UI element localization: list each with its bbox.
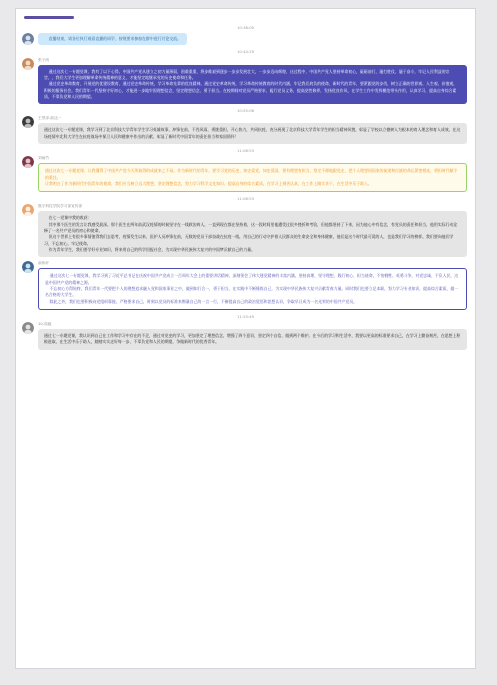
message-group — [16, 49, 475, 104]
message-group — [16, 108, 475, 144]
message-bubble — [38, 163, 467, 192]
timestamp: 11:06:53 — [236, 148, 255, 154]
avatar[interactable] — [22, 261, 34, 273]
sender-name: 王誉泽-韵达一 — [38, 116, 62, 121]
message-text: 通过这次七一专题党课，我学习到了习近平总书记在庆祝中国共产党成立一百周年大会上的重要讲话精神，深刻领会了伟大建党精神的丰富内涵。坚持真理、坚守理想，践行初心、担当使命，不怕牺牲、英勇斗争，对党忠诚、不负人民，这是中国共产党的精神之源。 — [45, 273, 459, 285]
chat-message — [16, 261, 475, 310]
message-group — [16, 25, 475, 45]
avatar[interactable] — [22, 204, 34, 216]
message-bubble — [38, 329, 467, 350]
message-group — [16, 314, 475, 350]
message-text: 让我明白了作为新时代中国青年的使命，我们应当树立远大理想，坚定理想信念，努力学习科学文化知识，提高自身的综合素质。在学习上刻苦认真，在工作上踏实肯干，在生活中乐于助人。 — [45, 180, 372, 186]
message-text: 不忘初心方得始终，我们青年一代要把个人的理想追求融入党和国家事业之中，做到知行合一，勇于担当，在实践中不断锤炼自己，为实现中华民族伟大复兴贡献青春力量。同时我们也要立足本职，努力学习专业知识，提高综合素质，做一名合格的大学生。 — [45, 285, 459, 298]
message-text: 作为青年学生，我们要学好专业知识，将来用自己的所学回报社会，为实现中华民族伟大复兴的中国梦贡献自己的力量。 — [48, 246, 255, 252]
avatar[interactable] — [22, 116, 34, 128]
message-bubble — [38, 211, 467, 257]
chat-message — [16, 33, 475, 45]
sender-name: 刘雨竹 — [38, 156, 50, 161]
sender-name: 张子尚 — [38, 57, 50, 62]
chat-header — [16, 9, 475, 23]
avatar[interactable] — [22, 156, 34, 168]
message-group — [16, 148, 475, 192]
timestamp: 10:55:06 — [236, 108, 255, 114]
message-group — [16, 196, 475, 257]
message-text: 通过这次七一专题党课，我有了以下心得。中国共产党从建立之初力量薄弱，困难重重，将步维艰到逐步一步步发展壮大，一步步迈向辉煌，这过程中，中国共产党人坚持革命初心，砥砺前行，屡打胜仗，屡于奋斗，牢记人民利益的宗旨，，我们大学生更加理解革命传统精神的意义，才能坚定地继承党的历史使命和任务。 — [44, 68, 450, 80]
chat-message — [16, 322, 475, 350]
avatar[interactable] — [22, 33, 34, 45]
chat-message — [16, 156, 475, 192]
message-text: 其中那个医生的发言让我感受最深。那个医生在两年前武汉疫情的时候坚守在一线救治病人，一直到现在都在坚持着，这一段时间里他遭受过很多挫折和考验，但他都坚持了下来，因为他心中有信念，有党员的责任和担当，他用实际行动诠释了一名共产党员的初心和使命。 — [44, 221, 458, 233]
logo-bar — [24, 16, 74, 19]
message-text: 直播结束，请各位执行观看直播的同学，按规要求参加在群中进行讨论交流。 — [48, 36, 181, 42]
sender-name: 10-周毅 — [38, 322, 52, 327]
chat-message — [16, 116, 475, 144]
message-text: 通过党史革命教育，开展党的优建设教育，通过党史革命传统，学习革命先辈的优良精神。通过党史革命传统，学习革命传统教育的时代内涵，牢记我们肩负的使命，新时代的青年，要紧跟党的步伐，树立正确的世界观、人生观、价值观，积极的服务社会。我们青年一代坚持守好初心，才能进一步地牢固理想信念，坚定理想信念，勇于担当。在校期间对党员严格要求，履行党员义务，提高党性修养，发扬优良作风，在学生工作中发挥模范带头作用，认真学习，提高自身综合素质，不辜负党和人民的期望。 — [44, 81, 458, 99]
timestamp: 11:25:49 — [236, 313, 255, 319]
avatar[interactable] — [22, 58, 34, 70]
message-bubble — [38, 268, 467, 310]
message-bubble — [38, 65, 467, 105]
timestamp: 10:38:05 — [236, 25, 255, 30]
avatar[interactable] — [22, 322, 34, 334]
chat-window — [15, 8, 476, 669]
message-text: 通过这次七一专题党课，让我懂得了中国共产党今天所取得的成就来之不易。作为新时代的青年，要学习党的历史，知史爱党，知史爱国，要有理想有担当，坚定不移地跟党走，把个人理想同国家的前途和民族的命运紧密相连，勇担时代赋予的重任。 — [45, 168, 458, 180]
sender-name: 数字科技学院学习部宣传部 — [38, 204, 83, 209]
timestamp: 10:44:29 — [236, 49, 255, 55]
message-text: 除此之外，我们也要积极向党组织靠拢，严格要求自己，时刻以党员的标准来衡量自己的一言一行，不断提高自己的政治觉悟和思想认识，争取早日成为一名光荣的中国共产党员。 — [49, 298, 358, 304]
message-bubble — [38, 123, 467, 144]
message-text: 通过这次七一专题党课，我学习到了北京科技大学青年学生学习英雄故事，冲锋在前，不畏风雨，勇挑重担，开心协力，共同抗疫，充分展现了北京科技大学青年学生的担当精神风貌，彰显了学校以立德树人为根本的育人理念和育人成效。在这场疫情中北科大学生在抗疫战场中保卫人民和健康中作出的贡献，彰显了新时代中国青年的责任担当和家国情怀！ — [44, 127, 461, 139]
message-bubble — [38, 33, 187, 45]
chat-message — [16, 58, 475, 105]
chat-message — [16, 204, 475, 257]
message-text: 在七一党课中我的收获： — [48, 215, 92, 221]
sender-name: 俞伟轩 — [38, 261, 50, 266]
message-text: 但这个世界上有很多事情值得我们去思考，疫情发生以来，医护人员冲锋在前，无数的党员干部奋战在抗疫一线，用自己的行动守护着人民群众的生命安全和身体健康，他们是这个时代最可爱的人，也是我们学习的榜样。我们要向他们学习，不忘初心，牢记使命。 — [44, 234, 454, 246]
timestamp: 11:06:53 — [236, 196, 255, 202]
message-group — [16, 261, 475, 310]
message-text: 通过七一专题党课，我认识到自己在工作和学习中存在的不足，通过对党史的学习，更加坚定了理想信念，增强了四个意识，坚定四个自信，做到两个维护。在今后的学习和生活中，我要以更高的标准要求自己，在学习上勤奋刻苦，在思想上积极进取，在生活中乐于助人，踏踏实实走好每一步，不辜负党和人民的期望，争做新时代的优秀青年。 — [44, 333, 461, 345]
